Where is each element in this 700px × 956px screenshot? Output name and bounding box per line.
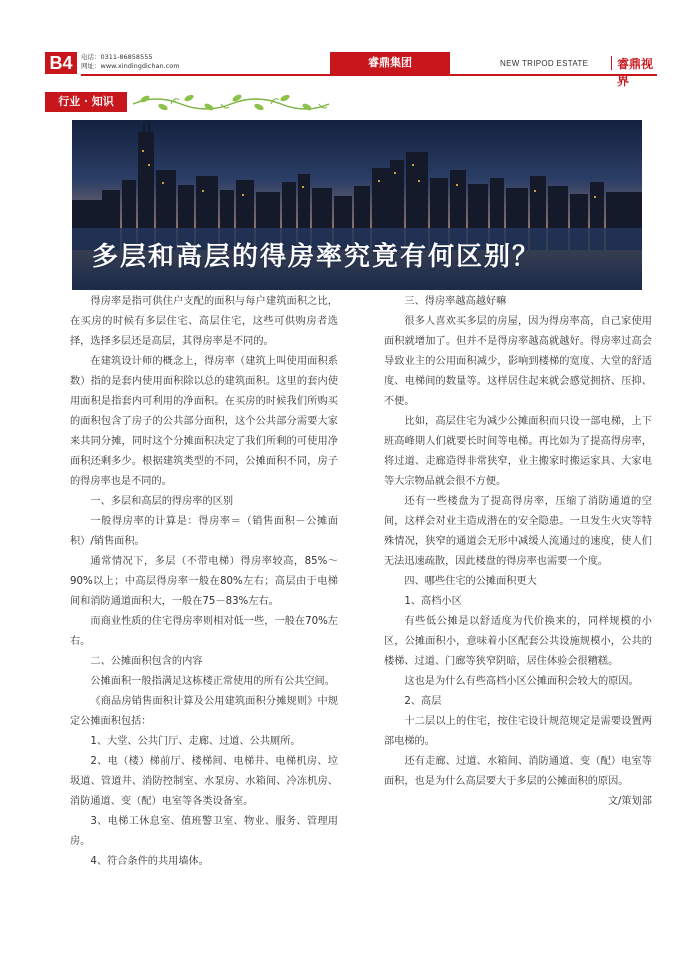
article-title: 多层和高层的得房率究竟有何区别？ — [92, 242, 541, 272]
section-heading: 二、公摊面积包含的内容 — [90, 656, 203, 667]
sub-heading: 2、高层 — [404, 696, 442, 707]
section-heading: 三、得房率越高越好嘛 — [404, 296, 507, 307]
vine-ornament — [131, 92, 331, 112]
category-bar — [45, 92, 657, 112]
paragraph: 还有一些楼盘为了提高得房率，压缩了消防通道的空间，这样会对业主造成潜在的安全隐患。一旦发生火灾等特殊情况，狭窄的通道会无形中减缓人流通过的速度，使人们无法迅速疏散，因此楼盘的得房率也需要一个度。 — [384, 496, 652, 567]
header-separator — [611, 56, 612, 70]
category-label: 行业 · 知识 — [45, 92, 127, 112]
paragraph: 通常情况下，多层（不带电梯）得房率较高，85%～90%以上；中高层得房率一般在80%左右；高层由于电梯间和消防通道面积大，一般在75－83%左右。 — [70, 556, 338, 607]
paragraph: 十二层以上的住宅，按住宅设计规范规定是需要设置两部电梯的。 — [384, 716, 652, 747]
header-rule — [81, 74, 657, 76]
paragraph: 有些低公摊是以舒适度为代价换来的，同样规模的小区，公摊面积小，意味着小区配套公共设施规模小，公共的楼梯、过道、门廊等狭窄阴暗，居住体验会很糟糕。 — [384, 616, 652, 667]
section-heading: 一、多层和高层的得房率的区别 — [90, 496, 234, 507]
section-heading: 四、哪些住宅的公摊面积更大 — [404, 576, 537, 587]
website-text: 网址：www.xindingdichan.com — [81, 62, 180, 70]
paragraph: 在建筑设计师的概念上，得房率（建筑上叫使用面积系数）指的是套内使用面积除以总的建筑面积。这里的套内使用面积是指套内可利用的净面积。在买房的时候我们所购买的面积包含了房子的公共部分面积，这个公共部分需要大家来共同分摊，同时这个分摊面积决定了我们所剩的可使用净面积还剩多少。根据建筑类型的不同，公摊面积不同，房子的得房率也是不同的。 — [70, 356, 338, 487]
paragraph: 《商品房销售面积计算及公用建筑面积分摊规则》中规定公摊面积包括： — [70, 696, 338, 727]
paper-name: 睿鼎视界 — [617, 57, 654, 88]
paragraph: 还有走廊、过道、水箱间、消防通道、变（配）电室等面积，也是为什么高层要大于多层的公摊面积的原因。 — [384, 756, 652, 787]
paragraph: 一般得房率的计算是：得房率＝（销售面积－公摊面积）/销售面积。 — [70, 516, 338, 547]
list-item: 4、符合条件的共用墙体。 — [90, 856, 209, 867]
paragraph: 而商业性质的住宅得房率则相对低一些，一般在70%左右。 — [70, 616, 338, 647]
article-column-right — [384, 292, 652, 812]
english-name: NEW TRIPOD ESTATE — [500, 59, 589, 68]
hero-image — [72, 120, 642, 290]
paragraph: 很多人喜欢买多层的房屋，因为得房率高，自己家使用面积就增加了。但并不是得房率越高就越好。得房率过高会导致业主的公用面积减少，影响到楼梯的宽度、大堂的舒适度、电梯间的数量等。这样居住起来就会感觉拥挤、压抑、不便。 — [384, 316, 652, 407]
paragraph: 这也是为什么有些高档小区公摊面积会较大的原因。 — [404, 676, 639, 687]
paragraph: 比如，高层住宅为减少公摊面积而只设一部电梯，上下班高峰期人们就要长时间等电梯。再比如为了提高得房率，将过道、走廊造得非常狭窄，业主搬家时搬运家具、大家电等大宗物品就会很不方便。 — [384, 416, 652, 487]
contact-info — [81, 53, 180, 71]
author-signature: 文/策划部 — [607, 796, 652, 807]
list-item: 1、大堂、公共门厅、走廊、过道、公共厕所。 — [90, 736, 301, 747]
paragraph: 得房率是指可供住户支配的面积与每户建筑面积之比，在买房的时候有多层住宅、高层住宅，这些可供购房者选择，选择多层还是高层，其得房率是不同的。 — [70, 296, 338, 347]
list-item: 2、电（楼）梯前厅、楼梯间、电梯井、电梯机房、垃圾道、管道井、消防控制室、水泵房、水箱间、冷冻机房、消防通道、变（配）电室等各类设备室。 — [70, 756, 338, 807]
sub-heading: 1、高档小区 — [404, 596, 462, 607]
paragraph: 公摊面积一般指满足这栋楼正常使用的所有公共空间。 — [90, 676, 335, 687]
brand-badge: 睿鼎集团 — [330, 52, 450, 74]
page-number: B4 — [45, 52, 77, 74]
page-header — [45, 50, 657, 88]
phone-text: 电话：0311-86858555 — [81, 53, 153, 61]
article-column-left — [70, 292, 338, 872]
list-item: 3、电梯工休息室、值班警卫室、物业、服务、管理用房。 — [70, 816, 338, 847]
